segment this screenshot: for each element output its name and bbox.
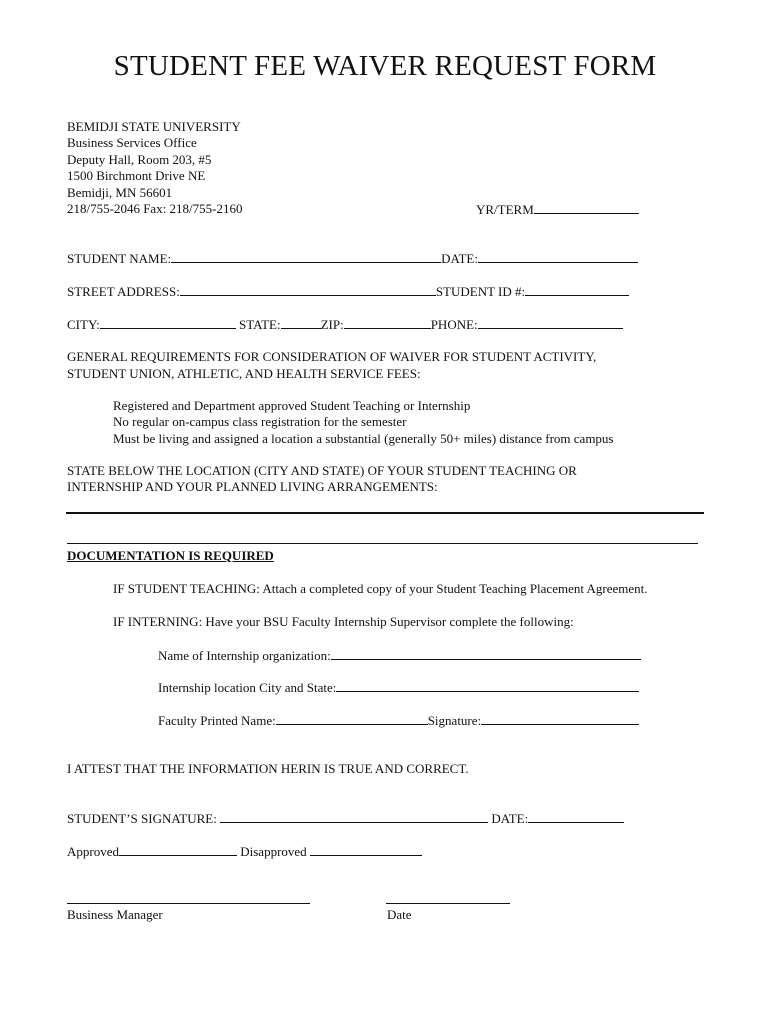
internship-location-label: Internship location City and State: <box>158 680 337 695</box>
office-phone: 218/755-2046 Fax: 218/755-2160 <box>67 201 243 216</box>
signature-date-label: DATE: <box>491 811 529 826</box>
signature-date-line[interactable] <box>528 810 624 823</box>
zip-line[interactable] <box>344 316 431 329</box>
office-room: Deputy Hall, Room 203, #5 <box>67 152 212 167</box>
internship-org-label: Name of Internship organization: <box>158 648 331 663</box>
arrangements-answer-line-2[interactable] <box>67 543 698 544</box>
approval-field[interactable] <box>67 843 422 860</box>
street-address-label: STREET ADDRESS: <box>67 284 180 299</box>
student-signature-label: STUDENT’S SIGNATURE: <box>67 811 217 826</box>
disapproved-line[interactable] <box>310 843 422 856</box>
faculty-signature-line[interactable] <box>481 712 639 725</box>
business-manager-date-label: Date <box>387 907 412 922</box>
zip-label: ZIP: <box>320 317 344 332</box>
requirements-heading-line2: STUDENT UNION, ATHLETIC, AND HEALTH SERVICE FEES: <box>67 366 421 381</box>
internship-org-field[interactable] <box>158 647 641 664</box>
yr-term-line[interactable] <box>534 201 639 214</box>
internship-org-line[interactable] <box>331 647 641 660</box>
approved-line[interactable] <box>119 843 237 856</box>
office-name: Business Services Office <box>67 135 197 150</box>
student-name-line[interactable] <box>171 250 441 263</box>
student-signature-line[interactable] <box>220 810 488 823</box>
student-teaching-instruction: IF STUDENT TEACHING: Attach a completed copy of your Student Teaching Placement Agreement. <box>113 581 648 596</box>
page-title: STUDENT FEE WAIVER REQUEST FORM <box>113 50 657 82</box>
business-manager-signature-line[interactable] <box>67 903 310 904</box>
faculty-field[interactable] <box>158 712 639 729</box>
university-name: BEMIDJI STATE UNIVERSITY <box>67 119 241 134</box>
faculty-name-label: Faculty Printed Name: <box>158 713 276 728</box>
disapproved-label: Disapproved <box>240 844 307 859</box>
internship-location-field[interactable] <box>158 679 639 696</box>
city-label: CITY: <box>67 317 100 332</box>
office-street: 1500 Birchmont Drive NE <box>67 168 206 183</box>
date-label: DATE: <box>441 251 478 266</box>
requirement-item: Registered and Department approved Student Teaching or Internship <box>113 398 471 413</box>
requirement-item: No regular on-campus class registration for the semester <box>113 414 407 429</box>
yr-term-label: YR/TERM <box>476 202 534 217</box>
student-id-line[interactable] <box>525 283 629 296</box>
faculty-signature-label: Signature: <box>427 713 482 728</box>
documentation-heading: DOCUMENTATION IS REQUIRED <box>67 548 274 563</box>
office-city: Bemidji, MN 56601 <box>67 185 173 200</box>
student-name-label: STUDENT NAME: <box>67 251 172 266</box>
state-below-line2: INTERNSHIP AND YOUR PLANNED LIVING ARRANGEMENTS: <box>67 479 438 494</box>
business-manager-label: Business Manager <box>67 907 163 922</box>
faculty-name-line[interactable] <box>276 712 428 725</box>
city-state-field[interactable] <box>67 316 623 333</box>
state-below-line1: STATE BELOW THE LOCATION (CITY AND STATE) OF YOUR STUDENT TEACHING OR <box>67 463 577 478</box>
street-address-line[interactable] <box>180 283 436 296</box>
state-line[interactable] <box>281 316 321 329</box>
student-id-label: STUDENT ID #: <box>435 284 526 299</box>
attest-statement: I ATTEST THAT THE INFORMATION HERIN IS TRUE AND CORRECT. <box>67 761 469 776</box>
requirement-item: Must be living and assigned a location a substantial (generally 50+ miles) distance from campus <box>113 431 614 446</box>
date-line[interactable] <box>478 250 638 263</box>
internship-location-line[interactable] <box>336 679 639 692</box>
student-name-field[interactable] <box>67 250 638 267</box>
city-line[interactable] <box>100 316 236 329</box>
approved-label: Approved <box>67 844 119 859</box>
state-label: STATE: <box>239 317 281 332</box>
business-manager-date-line[interactable] <box>386 903 510 904</box>
requirements-heading-line1: GENERAL REQUIREMENTS FOR CONSIDERATION OF WAIVER FOR STUDENT ACTIVITY, <box>67 349 597 364</box>
student-signature-field[interactable] <box>67 810 624 827</box>
phone-line[interactable] <box>478 316 623 329</box>
street-address-field[interactable] <box>67 283 629 300</box>
yr-term-field[interactable] <box>476 201 639 218</box>
arrangements-answer-line[interactable] <box>66 512 704 514</box>
interning-instruction: IF INTERNING: Have your BSU Faculty Internship Supervisor complete the following: <box>113 614 574 629</box>
phone-label: PHONE: <box>430 317 478 332</box>
